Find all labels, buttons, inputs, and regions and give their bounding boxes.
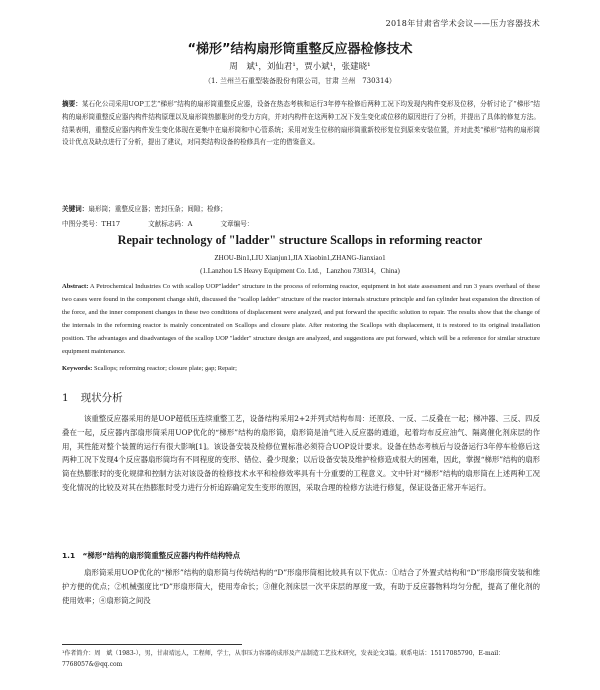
document-code: 文献标志码：A (148, 220, 193, 228)
section-heading (62, 390, 123, 405)
abstract-chinese-label: 摘要： (62, 100, 82, 108)
clc-number: 中图分类号：TH17 (62, 220, 121, 228)
keywords-english (62, 363, 540, 376)
keywords-chinese (62, 203, 540, 216)
title-chinese: “梯形”结构扇形筒重整反应器检修技术 (187, 42, 413, 57)
abstract-chinese (62, 98, 540, 149)
title-english: Repair technology of "ladder" structure Scallops in reforming reactor (117, 233, 483, 247)
author-footnote: ¹作者简介：周 斌（1983-），男，甘肃靖远人，工程师，学士，从事压力容器的成形及产品制造工艺技术研究，发表论文3篇。联系电话：15117085790，E-mail：7768057&@qq.com (62, 650, 505, 668)
keywords-chinese-label: 关键词： (62, 205, 89, 213)
affiliation-chinese: （1. 兰州兰石重型装备股份有限公司，甘肃 兰州 730314） (204, 77, 396, 85)
abstract-english (62, 281, 540, 358)
subsection-heading: 1.1 “梯形”结构的扇形筒重整反应器内构件结构特点 (62, 551, 241, 560)
subsection-body-paragraph: 扇形筒采用UOP优化的“梯形”结构的扇形筒与传统结构的“D”形扇形筒相比较具有以下优点：①结合了外置式结构和“D”形扇形筒安装和维护方便的优点；②机械强度比“D”形扇形筒大，使用寿命长；③催化剂床层一次平床层的厚度一致，有助于反应器物料均匀分配，提高了催化剂的使用效率；④扇形筒之间没 (62, 568, 540, 605)
abstract-english-label: Abstract: (62, 283, 89, 290)
affiliation-english: (1.Lanzhou LS Heavy Equipment Co. Ltd.，Lanzhou 730314，China) (200, 267, 400, 275)
running-header: 2018年甘肃省学术会议——压力容器技术 (385, 19, 540, 28)
abstract-chinese-text: 某石化公司采用UOP工艺“梯形”结构的扇形筒重整反应器，设备在热态考核和运行3年停车检修后两种工况下均发现内构件变形及位移，分析讨论了“梯形”结构的扇形筒重整反应器内构件结构原理以及扇形筒热膨胀时的受力方向，并对内构件在这两种工况下发生变化或位移的原因进行了分析，并提出了具体的修复方法。结果表明，重整反应器内构件发生变化体现在更集中在扇形筒和中心管系统；采用对发生位移的扇形筒重新校形复位到原来安装位置，并对此类“梯形”结构的扇形筒设计优点及缺点进行了分析，提出了建议，对同类结构设备的检修具有一定的借鉴意义。 (62, 100, 541, 147)
keywords-english-label: Keywords: (62, 365, 93, 372)
section-title: 现状分析 (80, 392, 123, 404)
footnote-divider (62, 644, 242, 645)
section-body-paragraph: 该重整反应器采用的是UOP超低压连续重整工艺，设备结构采用2+2并列式结构布局：还原段、一反、二反叠在一起；梯冲器、三反、四反叠在一起，反应器内部扇形筒采用UOP优化的“梯形”结构的扇形筒，扇形筒是油气进入反应器的通道，起着均布反应油气、隔离催化剂床层的作用，其性能对整个装置的运行有很大影响[1]。该设备安装及检修位置标准必须符合UOP设计要求。设备在热态考核后与设备运行3年停车检修后这两种工况下发现4个反应器扇形筒均有不同程度的变形、错位、叠少现象；以后设备安装及维护检修造成很大的困难，因此，掌握“梯形”结构的扇形筒在热膨胀时的变化规律和控制方法对该设备的检修技术水平和检修效率具有十分重要的工程意义。文中针对“梯形”结构的扇形筒在上述两种工况变化情况的比较及对其在热膨胀时受力进行分析追踪确定发生变形的原因，采取合理的检修方法进行修复，保证设备正常开车运行。 (62, 414, 540, 492)
classification-line (62, 218, 540, 228)
article-number: 文章编号： (220, 220, 254, 228)
section-number: 1 (62, 392, 69, 404)
authors-chinese: 周 斌¹，刘仙君¹，贾小斌¹，张建晓¹ (229, 62, 371, 72)
authors-english: ZHOU-Bin1,LIU Xianjun1,JIA Xiaobin1,ZHANG-Jianxiao1 (214, 254, 386, 262)
keywords-chinese-text: 扇形筒；重整反应器；密封压条；间隙；检修； (88, 205, 227, 213)
abstract-english-text: A Petrochemical Industries Co with scallop UOP"ladder" structure in the process of reforming reactor, equipment in hot state assessment and run 3 years overhaul of these two cases were found in the component change shift, discussed the "scallop ladder" structure of the reactor internals structure principle and fan cylinder heat expansion the direction of the force, and the inner component changes in these two conditions of displacement were analyzed, and put forward the specific solution to repair. The results show that the change of the internals in the reforming reactor is mainly concentrated on Scallops and closure plate. After restoring the Scallops with displacement, it is restored to its original installation position. The advantages and disadvantages of the scallop UOP "ladder" structure design are analyzed, and suggestions are put forward, which will be a reference for similar structure equipment maintenance. (62, 283, 540, 355)
keywords-english-text: Scallops; reforming reactor; closure plate; gap; Repair; (93, 365, 237, 372)
